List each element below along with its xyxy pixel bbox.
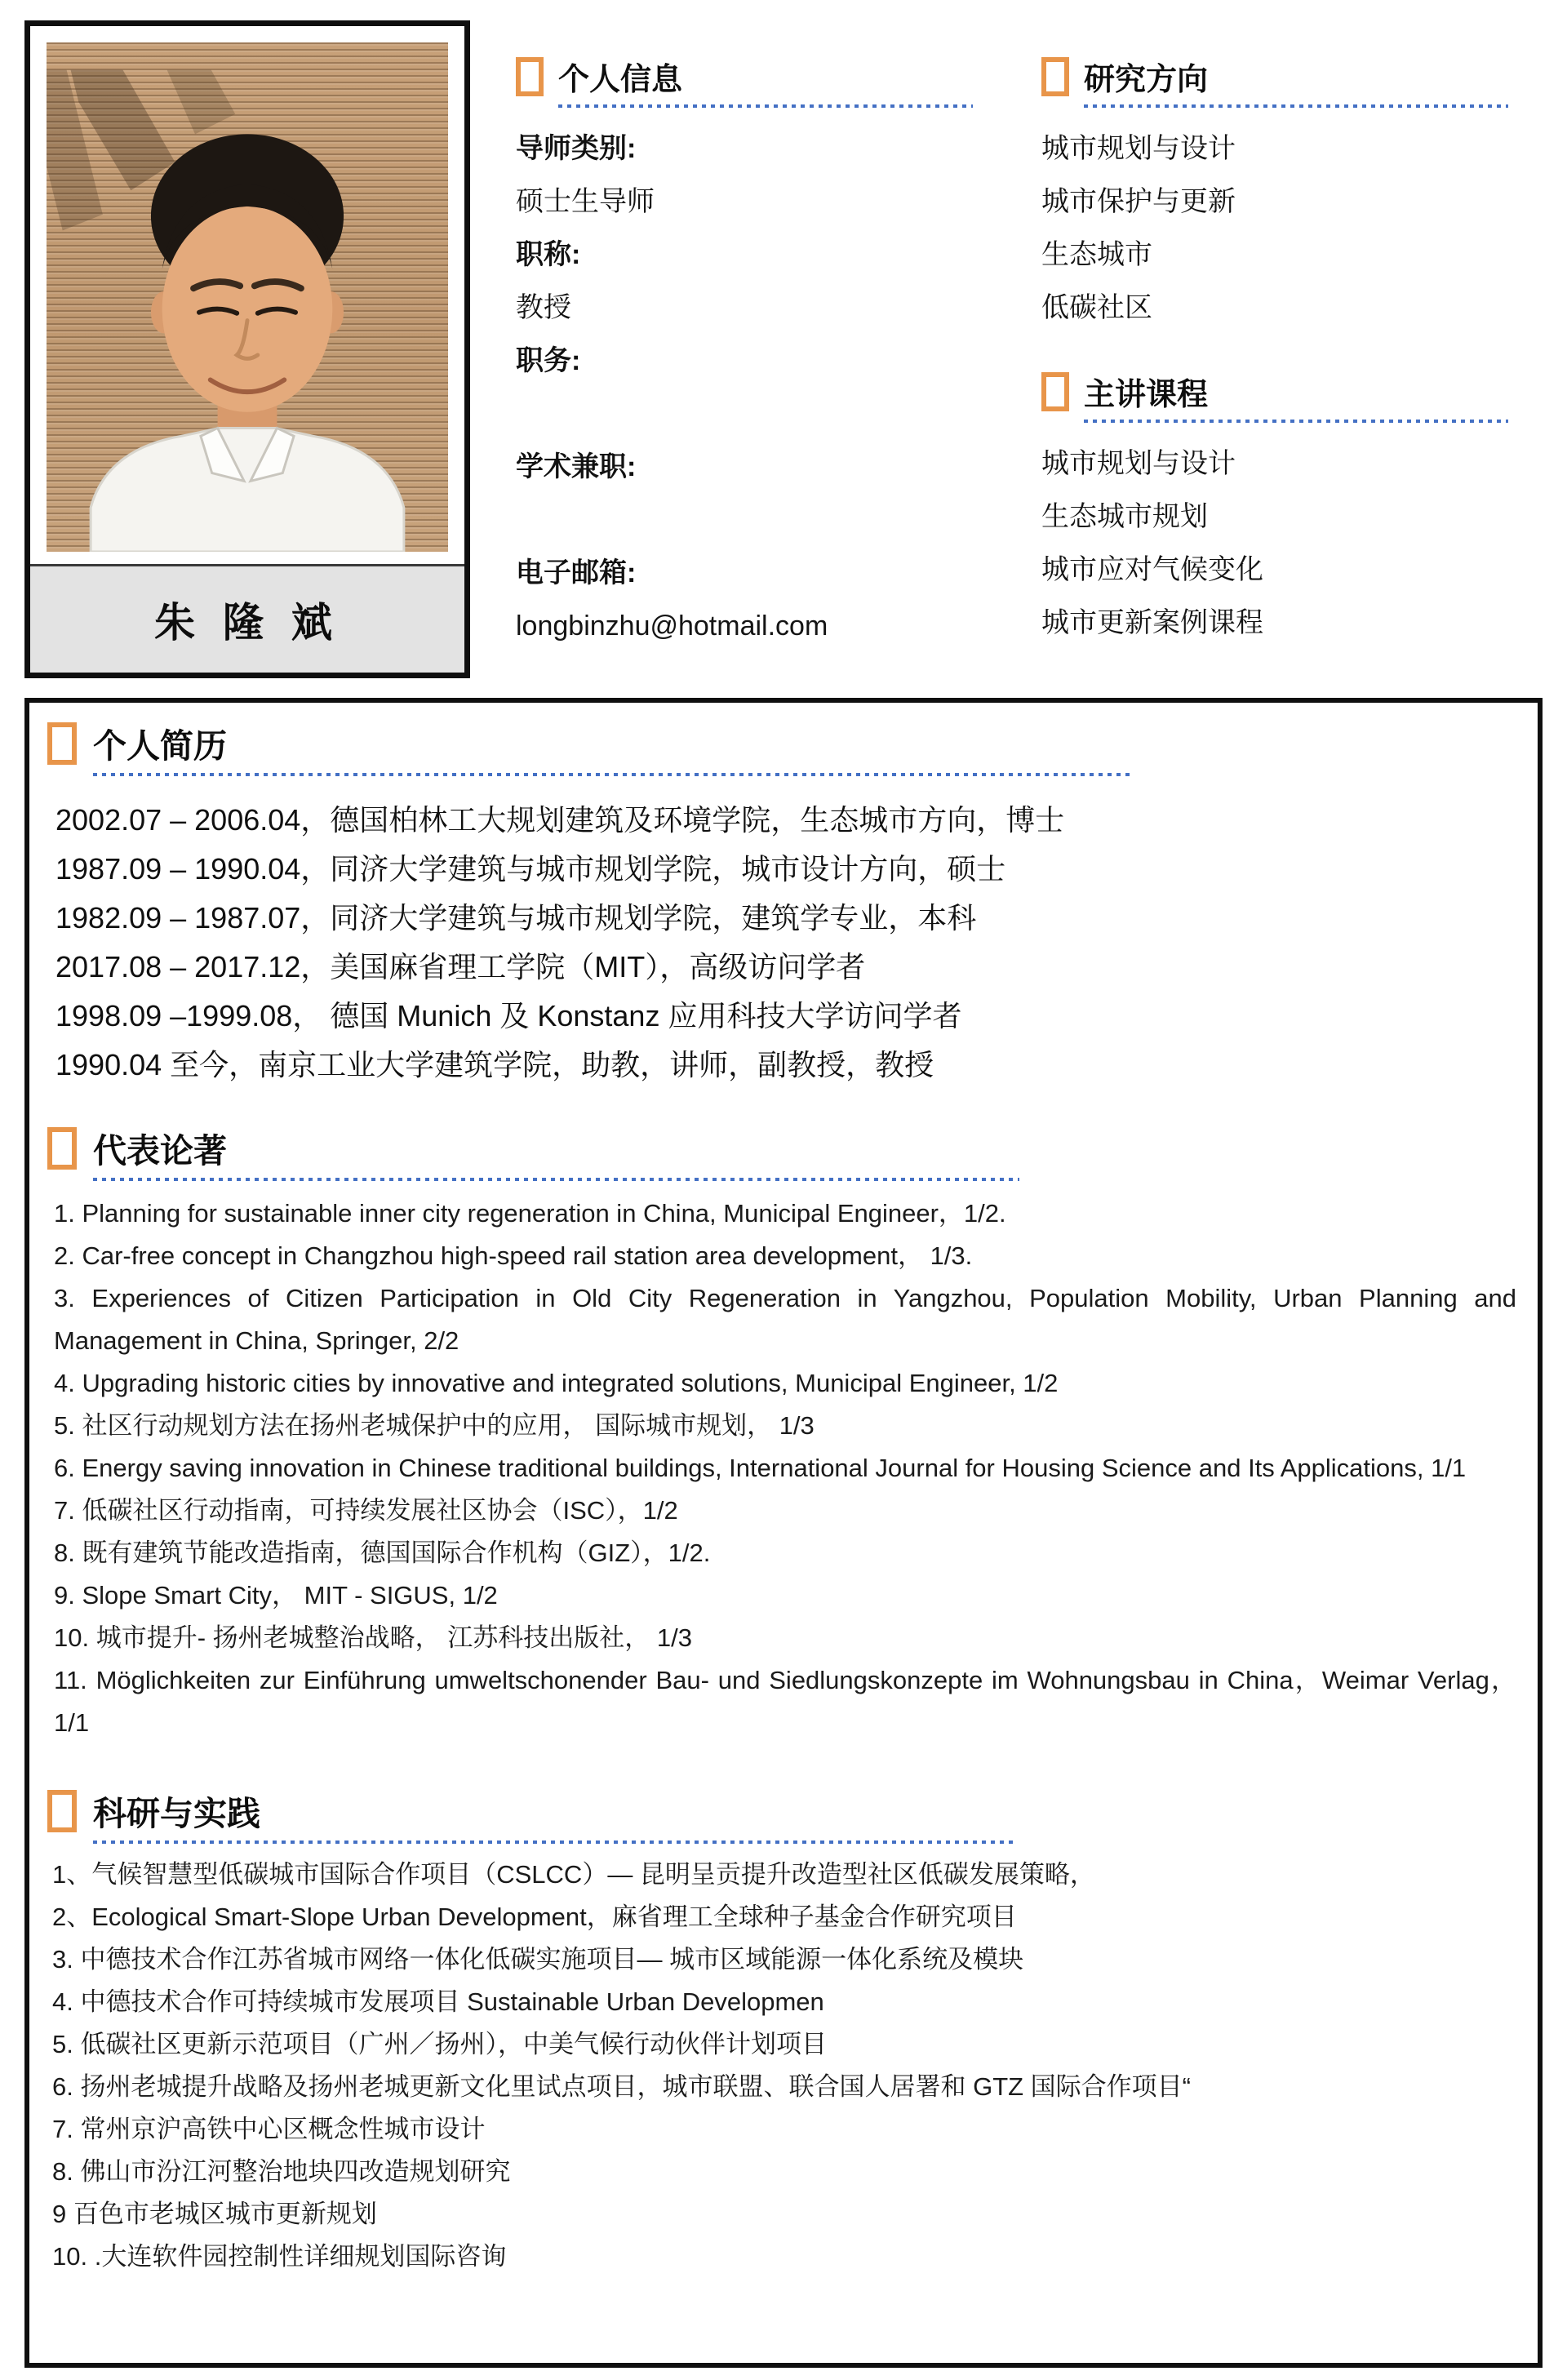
section-title: 科研与实践	[93, 1795, 260, 1832]
publication-item: 2. Car-free concept in Changzhou high-speed rail station area development， 1/3.	[54, 1241, 973, 1270]
resume-entry: 2002.07 – 2006.04，德国柏林工大规划建筑及环境学院，生态城市方向，博士	[55, 803, 1065, 837]
main-panel	[24, 698, 1543, 2368]
field-value: 硕士生导师	[516, 186, 655, 217]
field-label: 电子邮箱:	[516, 557, 637, 588]
section-personal-info	[516, 51, 997, 653]
publication-item: 6. Energy saving innovation in Chinese traditional buildings, International Journal for Housing Science and Its Applications, 1/1	[54, 1454, 1467, 1482]
research-header	[1041, 51, 1531, 109]
publications-header	[47, 1122, 1516, 1181]
section-marker-icon	[516, 57, 544, 96]
publication-item: 1. Planning for sustainable inner city regeneration in China, Municipal Engineer，1/2.	[54, 1199, 1006, 1228]
course-item: 城市更新案例课程	[1041, 607, 1263, 638]
project-item: 6. 扬州老城提升战略及扬州老城更新文化里试点项目，城市联盟、联合国人居署和 GTZ 国际合作项目“	[52, 2072, 1191, 2101]
course-item: 城市规划与设计	[1041, 448, 1236, 479]
section-marker-icon	[1041, 372, 1069, 411]
portrait-photo	[47, 42, 448, 552]
resume-entry: 2017.08 – 2017.12，美国麻省理工学院（MIT），高级访问学者	[55, 950, 866, 984]
resume-header	[47, 717, 1516, 776]
photo-card	[24, 20, 470, 678]
project-item: 10. .大连软件园控制性详细规划国际咨询	[52, 2242, 507, 2271]
section-title: 研究方向	[1084, 63, 1209, 97]
section-courses	[1041, 366, 1531, 650]
section-title: 个人信息	[558, 63, 683, 97]
dotted-rule	[93, 1841, 1015, 1844]
section-marker-icon	[47, 722, 77, 765]
projects-header	[47, 1785, 1516, 1844]
resume-entry: 1990.04 至今，南京工业大学建筑学院，助教，讲师，副教授，教授	[55, 1048, 934, 1081]
section-marker-icon	[47, 1790, 77, 1832]
personal-info-list	[516, 122, 997, 653]
section-publications	[47, 1122, 1516, 1181]
right-column	[1041, 51, 1531, 650]
publication-item: 9. Slope Smart City， MIT - SIGUS, 1/2	[54, 1581, 498, 1610]
project-item: 8. 佛山市汾江河整治地块四改造规划研究	[52, 2157, 511, 2186]
field-value	[516, 388, 997, 441]
course-item: 城市应对气候变化	[1041, 554, 1263, 585]
publication-item: 8. 既有建筑节能改造指南，德国国际合作机构（GIZ），1/2.	[54, 1539, 711, 1567]
research-item: 城市规划与设计	[1041, 133, 1236, 164]
project-item: 5. 低碳社区更新示范项目（广州／扬州），中美气候行动伙伴计划项目	[52, 2030, 827, 2058]
field-value	[516, 494, 997, 547]
field-label: 学术兼职:	[516, 451, 637, 482]
course-item: 生态城市规划	[1041, 501, 1208, 532]
field-label: 职称:	[516, 239, 581, 270]
name-bar	[30, 564, 464, 673]
publication-item: 10. 城市提升- 扬州老城整治战略， 江苏科技出版社， 1/3	[54, 1623, 692, 1652]
publication-item: 4. Upgrading historic cities by innovative and integrated solutions, Municipal Engineer, 1/2	[54, 1369, 1059, 1397]
section-marker-icon	[47, 1127, 77, 1170]
project-item: 3. 中德技术合作江苏省城市网络一体化低碳实施项目— 城市区域能源一体化系统及模块	[52, 1945, 1024, 1974]
dotted-rule	[93, 773, 1130, 776]
project-item: 9 百色市老城区城市更新规划	[52, 2200, 377, 2228]
section-marker-icon	[1041, 57, 1069, 96]
publication-item: 7. 低碳社区行动指南，可持续发展社区协会（ISC），1/2	[54, 1496, 678, 1525]
person-name: 朱 隆 斌	[154, 600, 340, 646]
resume-entry: 1987.09 – 1990.04，同济大学建筑与城市规划学院，城市设计方向，硕士	[55, 852, 1006, 886]
field-label: 职务:	[516, 345, 581, 376]
section-title: 主讲课程	[1084, 378, 1209, 412]
dotted-rule	[93, 1178, 1019, 1181]
courses-header	[1041, 366, 1531, 424]
email-value: longbinzhu@hotmail.com	[516, 611, 828, 642]
section-title: 代表论著	[93, 1132, 227, 1170]
publications-list	[54, 1192, 1516, 1744]
publication-item: 3. Experiences of Citizen Participation in Old City Regeneration in Yangzhou, Population Mobility, Urban Planning and Management in China, Springer, 2/2	[54, 1284, 1516, 1355]
projects-list	[52, 1854, 1516, 2278]
project-item: 7. 常州京沪高铁中心区概念性城市设计	[52, 2115, 486, 2143]
personal-info-header	[516, 51, 997, 109]
section-title: 个人简历	[93, 727, 227, 765]
project-item: 4. 中德技术合作可持续城市发展项目 Sustainable Urban Developmen	[52, 1987, 824, 2016]
field-value: 教授	[516, 292, 571, 323]
resume-list	[55, 796, 1516, 1090]
research-item: 城市保护与更新	[1041, 186, 1236, 217]
project-item: 2、Ecological Smart-Slope Urban Development，麻省理工全球种子基金合作研究项目	[52, 1903, 1017, 1931]
research-item: 低碳社区	[1041, 292, 1152, 323]
dotted-rule	[1084, 104, 1508, 108]
section-research	[1041, 51, 1531, 335]
courses-list	[1041, 437, 1531, 650]
resume-entry: 1982.09 – 1987.07，同济大学建筑与城市规划学院，建筑学专业，本科	[55, 901, 977, 935]
resume-entry: 1998.09 –1999.08， 德国 Munich 及 Konstanz 应用科技大学访问学者	[55, 999, 962, 1032]
research-list	[1041, 122, 1531, 335]
research-item: 生态城市	[1041, 239, 1152, 270]
publication-item: 5. 社区行动规划方法在扬州老城保护中的应用， 国际城市规划， 1/3	[54, 1411, 815, 1440]
dotted-rule	[558, 104, 973, 108]
section-projects	[47, 1785, 1516, 1844]
field-label: 导师类别:	[516, 133, 637, 164]
dotted-rule	[1084, 420, 1508, 423]
publication-item: 11. Möglichkeiten zur Einführung umweltschonender Bau- und Siedlungskonzepte im Wohnungsbau in China，Weimar Verlag， 1/1	[54, 1666, 1516, 1737]
person-illustration	[47, 42, 448, 552]
project-item: 1、气候智慧型低碳城市国际合作项目（CSLCC）— 昆明呈贡提升改造型社区低碳发展策略，	[52, 1860, 1095, 1889]
section-resume	[47, 717, 1516, 1090]
